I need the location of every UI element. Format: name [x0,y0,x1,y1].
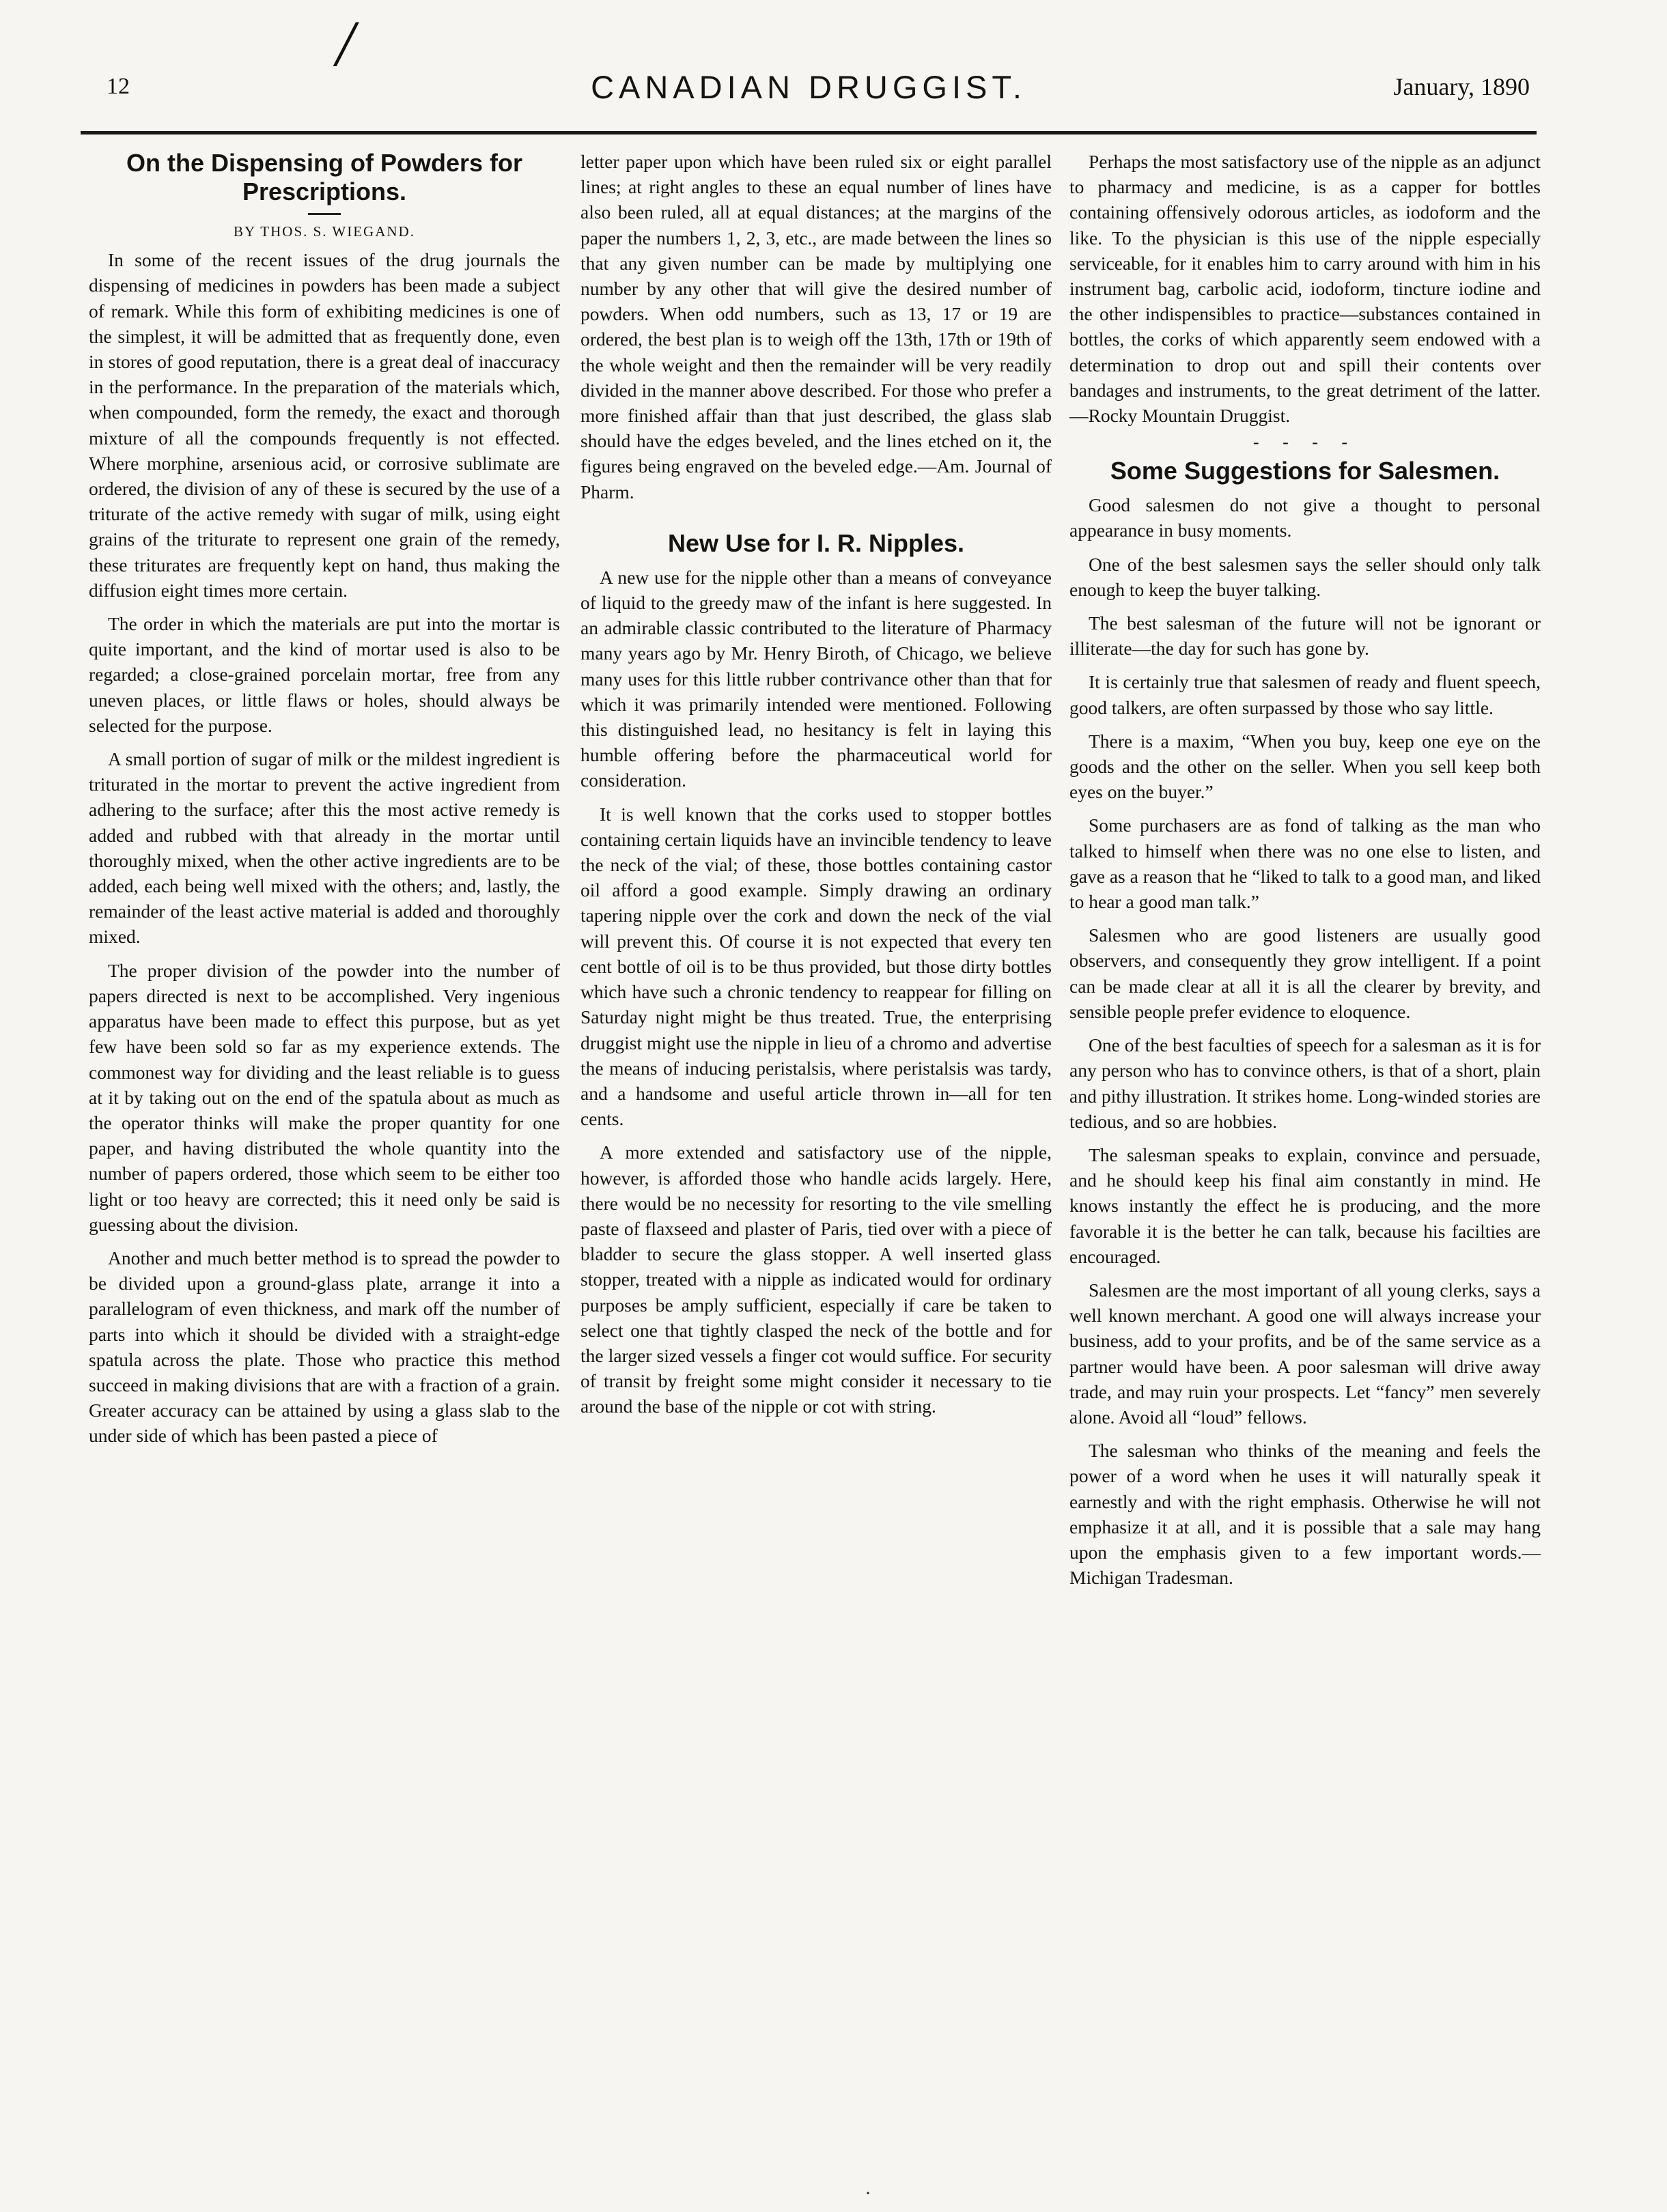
article-title-nipples: New Use for I. R. Nipples. [667,528,965,557]
column-3 [1069,149,1541,2170]
article-title-powders: On the Dispensing of Powders for Prescriptions. [126,149,523,205]
paragraph: The order in which the materials are put into the mortar is quite important, and the kind of mortar used is also to be regarded; a close-grained porcelain mortar, free from any uneven places, or little flaws or holes, should always be selected for the purpose. [89,613,560,736]
paragraph: The best salesman of the future will not be ignorant or illiterate—the day for such has gone by. [1069,612,1541,660]
paragraph: The salesman who thinks of the meaning and feels the power of a word when he uses it will naturally speak it earnestly and with the right emphasis. Otherwise he will not emphasize it at all, and it is possible that a sale may hang upon the emphasis given to a few important words.—Michigan Tradesman. [1069,1440,1541,1589]
paragraph: The proper division of the powder into the number of papers directed is next to be accomplished. Very ingenious apparatus have been made to effect this purpose, but as yet few have been sold so far as my experience extends. The commonest way for dividing and the least reliable is to guess at it by taking out on the end of the spatula about as much as the operator thinks will make the proper quantity for one paper, and having distributed the whole quantity into the number of papers ordered, those which seem to be either too light or too heavy are corrected; this it need only be said is guessing about the division. [89,959,560,1235]
publication-title: CANADIAN DRUGGIST. [591,69,1026,105]
column-2 [580,149,1052,2170]
paragraph: Good salesmen do not give a thought to personal appearance in busy moments. [1069,494,1541,541]
paragraph: Salesmen are the most important of all young clerks, says a well known merchant. A good one will always increase your business, add to your profits, and be of the same service as a partner would have been. A poor salesman will drive away trade, and may ruin your prospects. Let “fancy” men severely alone. Avoid all “loud” fellows. [1069,1279,1541,1428]
page-speck: · [865,2182,871,2204]
paragraph: A new use for the nipple other than a means of conveyance of liquid to the greedy maw of the infant is here suggested. In an admirable classic contributed to the literature of Pharmacy many years ago by Mr. Henry Biroth, of Chicago, we believe many uses for this little rubber contrivance other than that for which it was primarily intended were mentioned. Following this distinguished lead, no hesitancy is felt in laying this humble offering before the pharmaceutical world for consideration. [580,566,1052,791]
paragraph: It is certainly true that salesmen of ready and fluent speech, good talkers, are often surpassed by those who say little. [1069,671,1541,718]
paragraph: One of the best faculties of speech for a salesman as it is for any person who has to convince others, is that of a short, plain and pithy illustration. It strikes home. Long-winded stories are tedious, and so are hobbies. [1069,1034,1541,1132]
paragraph: Another and much better method is to spread the powder to be divided upon a ground-glass plate, arrange it into a parallelogram of even thickness, and mark off the number of parts into which it should be divided with a straight-edge spatula across the plate. Those who practice this method succeed in making divisions that are with a fraction of a grain. Greater accuracy can be attained by using a glass slab to the under side of which has been pasted a piece of [89,1247,560,1447]
paragraph: Some purchasers are as fond of talking as the man who talked to himself when there was no one else to listen, and gave as a reason that he “liked to talk to a good man, and liked to hear a good man talk.” [1069,814,1541,913]
paragraph: A more extended and satisfactory use of the nipple, however, is afforded those who handle acids largely. Here, there would be no necessity for resorting to the vile smelling paste of flaxseed and plaster of Paris, tied over with a piece of bladder to secure the glass stopper. A well inserted glass stopper, treated with a nipple as indicated would for ordinary purposes be amply sufficient, especially if care be taken to select one that tightly clasped the neck of the bottle and for the larger sized vessels a finger cot would suffice. For security of transit by freight some might consider it necessary to tie around the base of the nipple or cot with string. [580,1142,1052,1417]
page-number: 12 [107,74,130,99]
paragraph-continued: Perhaps the most satisfactory use of the nipple as an adjunct to pharmacy and medicine, is as a capper for bottles containing offensively odorous articles, as iodoform and the like. To the physician is this use of the nipple especially serviceable, for it enables him to carry around with him in his instrument bag, carbolic acid, iodoform, tincture iodine and the other indispensibles to practice—substances contained in bottles, the corks of which apparently seem endowed with a determination to drop out and spill their contents over bandages and instruments, to the great detriment of the latter.—Rocky Mountain Druggist. [1069,151,1541,427]
paragraph: In some of the recent issues of the drug journals the dispensing of medicines in powders has been made a subject of remark. While this form of exhibiting medicines is one of the simplest, it will be admitted that as frequently done, even in stores of good reputation, there is a great deal of inaccuracy in the performance. In the preparation of the materials which, when compounded, form the remedy, the exact and thorough mixture of all the compounds frequently is not effected. Where morphine, arsenious acid, or corrosive sublimate are ordered, the division of any of these is secured by the use of a triturate of the active remedy with sugar of milk, using eight grains of the triturate to represent one grain of the remedy, these triturates are frequently kept on hand, thus making the diffusion eight times more certain. [89,249,560,601]
paragraph: There is a maxim, “When you buy, keep one eye on the goods and the other on the seller. When you sell keep both eyes on the buyer.” [1069,730,1541,803]
paragraph: The salesman speaks to explain, convince and persuade, and he should keep his final aim constantly in mind. He knows instantly the effect he is producing, and the more favorable it is the better he can talk, because his facilties are encouraged. [1069,1144,1541,1267]
paragraph: It is well known that the corks used to stopper bottles containing certain liquids have an invincible tendency to leave the neck of the vial; of these, those bottles containing castor oil afford a good example. Simply drawing an ordinary tapering nipple over the cork and down the neck of the vial will prevent this. Of course it is not expected that every ten cent bottle of oil is to be thus provided, but those dirty bottles which have such a chronic tendency to reappear for filling on Saturday night might be thus treated. True, the enterprising druggist might use the nipple in lieu of a chromo and advertise the means of inducing peristalsis, where peristalsis was tardy, and a handsome and useful article thrown in—all for ten cents. [580,803,1052,1130]
paragraph: A small portion of sugar of milk or the mildest ingredient is triturated in the mortar to prevent the active ingredient from adhering to the surface; after this the most active remedy is added and rubbed with that already in the mortar until thoroughly mixed, when the other active ingredients are to be added, each being well mixed with the others; and, lastly, the remainder of the least active material is added and thoroughly mixed. [89,748,560,948]
article-title-salesmen: Some Suggestions for Salesmen. [1110,457,1500,485]
page-header [81,68,1537,109]
section-separator: - - - - [1252,432,1358,453]
paragraph-continued: letter paper upon which have been ruled six or eight parallel lines; at right angles to these an equal number of lines have also been ruled, all at equal distances; at the margins of the paper the numbers 1, 2, 3, etc., are made between the lines so that any given number can be made by multiplying one number by any other that will give the desired number of powders. When odd numbers, such as 13, 17 or 19 are ordered, the best plan is to weigh off the 13th, 17th or 19th of the whole weight and then the remainder will be very readily divided in the manner above described. For those who prefer a more finished affair than that just described, the glass slab should have the edges beveled, and the lines etched on it, the figures being engraved on the beveled edge.—Am. Journal of Pharm. [580,151,1052,502]
column-1 [89,149,560,2170]
issue-date: January, 1890 [1393,73,1530,100]
title-rule [308,213,341,215]
header-rule [81,131,1537,134]
paragraph: One of the best salesmen says the seller should only talk enough to keep the buyer talking. [1069,553,1541,600]
paragraph: Salesmen who are good listeners are usually good observers, and consequently they grow intelligent. If a point can be made clear at all it is all the clearer by brevity, and sensible people prefer evidence to eloquence. [1069,924,1541,1022]
handwritten-mark: / [336,7,354,80]
byline: BY THOS. S. WIEGAND. [234,223,415,240]
